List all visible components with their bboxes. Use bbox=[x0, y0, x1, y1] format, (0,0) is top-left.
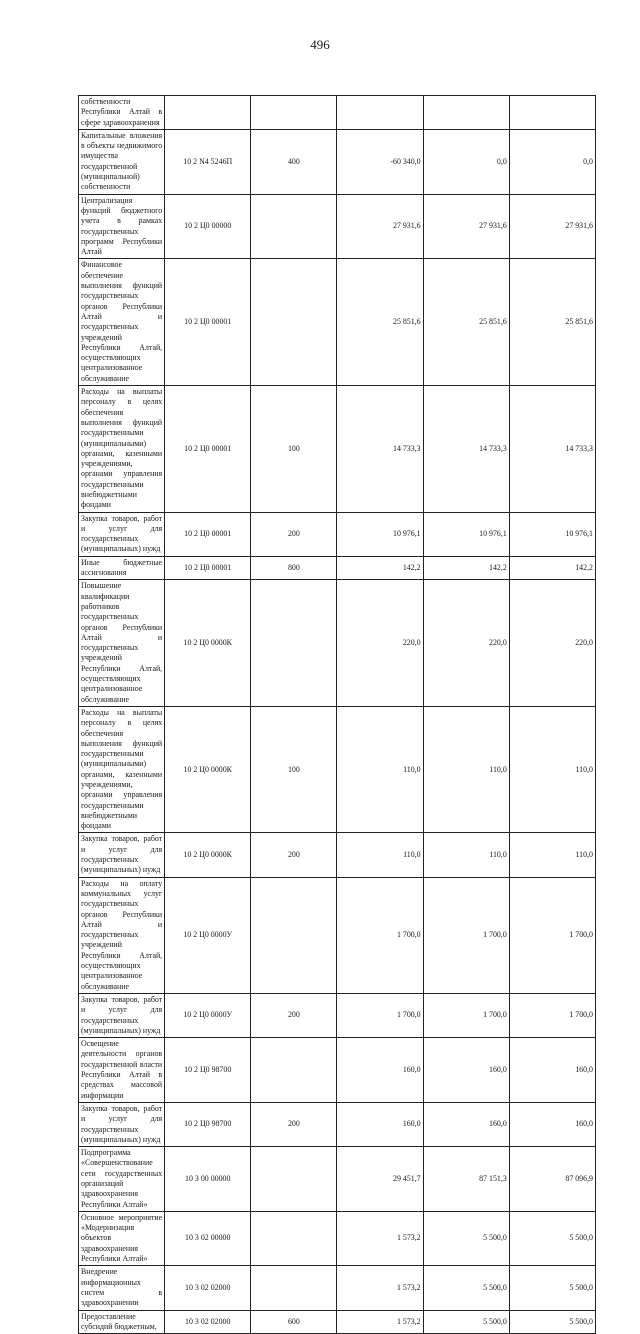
row-name: Расходы на оплату коммунальных услуг государственных органов Республики Алтай и государственных учреждений Республики Алтай, осуществляющих централизованное обслуживание bbox=[79, 877, 165, 993]
row-code: 10 2 Ц0 0000К bbox=[165, 833, 251, 877]
row-type bbox=[251, 1211, 337, 1265]
row-amount-year-1: 10 976,1 bbox=[337, 512, 423, 556]
table-row bbox=[79, 877, 596, 993]
table-row bbox=[79, 512, 596, 556]
row-amount-year-3: 27 931,6 bbox=[509, 194, 595, 259]
row-name: Закупка товаров, работ и услуг для государственных (муниципальных) нужд bbox=[79, 512, 165, 556]
table-row bbox=[79, 556, 596, 580]
row-amount-year-1: 142,2 bbox=[337, 556, 423, 580]
row-code: 10 2 Ц0 98700 bbox=[165, 1102, 251, 1146]
row-name: Расходы на выплаты персоналу в целях обеспечения выполнения функций государственными (муниципальными) органами, казенными учреждениями, органами управления государственными внебюджетными фондами bbox=[79, 386, 165, 513]
row-amount-year-1: 160,0 bbox=[337, 1102, 423, 1146]
table-row bbox=[79, 1147, 596, 1212]
row-amount-year-1: 160,0 bbox=[337, 1038, 423, 1103]
row-amount-year-2: 87 151,3 bbox=[423, 1147, 509, 1212]
table-row bbox=[79, 1102, 596, 1146]
table-row bbox=[79, 1211, 596, 1265]
row-code: 10 3 02 02000 bbox=[165, 1266, 251, 1310]
row-code: 10 2 Ц0 0000К bbox=[165, 580, 251, 707]
row-name: Расходы на выплаты персоналу в целях обеспечения выполнения функций государственными (муниципальными) органами, казенными учреждениями, органами управления государственными внебюджетными фондами bbox=[79, 706, 165, 833]
row-code: 10 2 Ц0 0000У bbox=[165, 993, 251, 1037]
row-amount-year-2: 5 500,0 bbox=[423, 1211, 509, 1265]
row-type bbox=[251, 580, 337, 707]
row-amount-year-1: 25 851,6 bbox=[337, 259, 423, 386]
row-amount-year-2: 27 931,6 bbox=[423, 194, 509, 259]
row-type: 200 bbox=[251, 833, 337, 877]
row-amount-year-1: 110,0 bbox=[337, 706, 423, 833]
row-amount-year-2 bbox=[423, 96, 509, 130]
row-amount-year-2: 0,0 bbox=[423, 129, 509, 194]
row-code bbox=[165, 96, 251, 130]
row-type: 600 bbox=[251, 1310, 337, 1334]
row-name: Основное мероприятие «Модернизация объектов здравоохранения Республики Алтай» bbox=[79, 1211, 165, 1265]
row-amount-year-3: 87 096,9 bbox=[509, 1147, 595, 1212]
row-amount-year-1: 1 700,0 bbox=[337, 877, 423, 993]
row-amount-year-1: 1 573,2 bbox=[337, 1266, 423, 1310]
row-name: Повышение квалификации работников государственных органов Республики Алтай и государственных учреждений Республики Алтай, осуществляющих централизованное обслуживание bbox=[79, 580, 165, 707]
row-code: 10 3 02 02000 bbox=[165, 1310, 251, 1334]
row-name: Подпрограмма «Совершенствование сети государственных организаций здравоохранения Республики Алтай» bbox=[79, 1147, 165, 1212]
row-amount-year-1: -60 340,0 bbox=[337, 129, 423, 194]
table-row bbox=[79, 833, 596, 877]
table-row bbox=[79, 993, 596, 1037]
table-row bbox=[79, 1310, 596, 1334]
row-amount-year-2: 110,0 bbox=[423, 706, 509, 833]
row-name: Внедрение информационных систем в здравоохранении bbox=[79, 1266, 165, 1310]
table-row bbox=[79, 706, 596, 833]
row-type: 200 bbox=[251, 512, 337, 556]
row-amount-year-3: 10 976,1 bbox=[509, 512, 595, 556]
budget-table-body bbox=[79, 96, 596, 1334]
row-name: Иные бюджетные ассигнования bbox=[79, 556, 165, 580]
row-amount-year-2: 142,2 bbox=[423, 556, 509, 580]
row-code: 10 2 Ц0 0000У bbox=[165, 877, 251, 993]
row-amount-year-1: 14 733,3 bbox=[337, 386, 423, 513]
row-amount-year-3: 5 500,0 bbox=[509, 1266, 595, 1310]
row-name: Централизация функций бюджетного учета в рамках государственных программ Республики Алтай bbox=[79, 194, 165, 259]
row-amount-year-2: 10 976,1 bbox=[423, 512, 509, 556]
row-amount-year-1: 1 573,2 bbox=[337, 1310, 423, 1334]
row-amount-year-3: 1 700,0 bbox=[509, 877, 595, 993]
row-amount-year-1: 220,0 bbox=[337, 580, 423, 707]
row-type: 400 bbox=[251, 129, 337, 194]
row-amount-year-2: 1 700,0 bbox=[423, 993, 509, 1037]
row-amount-year-3: 220,0 bbox=[509, 580, 595, 707]
row-name: собственности Республики Алтай в сфере здравоохранения bbox=[79, 96, 165, 130]
row-type bbox=[251, 1147, 337, 1212]
row-amount-year-1: 110,0 bbox=[337, 833, 423, 877]
row-code: 10 2 Ц0 0000К bbox=[165, 706, 251, 833]
row-amount-year-3: 110,0 bbox=[509, 833, 595, 877]
row-amount-year-1: 27 931,6 bbox=[337, 194, 423, 259]
table-row bbox=[79, 1038, 596, 1103]
row-amount-year-2: 14 733,3 bbox=[423, 386, 509, 513]
table-row bbox=[79, 96, 596, 130]
row-amount-year-3: 110,0 bbox=[509, 706, 595, 833]
row-code: 10 2 Ц0 00001 bbox=[165, 512, 251, 556]
row-code: 10 2 Ц0 98700 bbox=[165, 1038, 251, 1103]
row-name: Предоставление субсидий бюджетным, bbox=[79, 1310, 165, 1334]
row-type: 800 bbox=[251, 556, 337, 580]
row-type: 200 bbox=[251, 1102, 337, 1146]
row-type bbox=[251, 194, 337, 259]
row-amount-year-3: 160,0 bbox=[509, 1038, 595, 1103]
row-code: 10 2 Ц0 00001 bbox=[165, 386, 251, 513]
row-name: Закупка товаров, работ и услуг для государственных (муниципальных) нужд bbox=[79, 833, 165, 877]
row-name: Капитальные вложения в объекты недвижимого имущества государственной (муниципальной) собственности bbox=[79, 129, 165, 194]
row-name: Закупка товаров, работ и услуг для государственных (муниципальных) нужд bbox=[79, 1102, 165, 1146]
row-amount-year-2: 110,0 bbox=[423, 833, 509, 877]
row-type: 100 bbox=[251, 706, 337, 833]
row-code: 10 2 Ц0 00001 bbox=[165, 556, 251, 580]
row-code: 10 3 00 00000 bbox=[165, 1147, 251, 1212]
table-row bbox=[79, 386, 596, 513]
row-amount-year-2: 1 700,0 bbox=[423, 877, 509, 993]
row-type: 200 bbox=[251, 993, 337, 1037]
row-amount-year-1: 1 573,2 bbox=[337, 1211, 423, 1265]
row-code: 10 3 02 00000 bbox=[165, 1211, 251, 1265]
row-code: 10 2 Ц0 00000 bbox=[165, 194, 251, 259]
row-type bbox=[251, 1266, 337, 1310]
budget-table bbox=[78, 95, 596, 1334]
row-amount-year-3: 0,0 bbox=[509, 129, 595, 194]
row-code: 10 2 Ц0 00001 bbox=[165, 259, 251, 386]
row-amount-year-2: 160,0 bbox=[423, 1102, 509, 1146]
row-amount-year-3: 5 500,0 bbox=[509, 1211, 595, 1265]
row-type bbox=[251, 877, 337, 993]
table-row bbox=[79, 259, 596, 386]
row-name: Освещение деятельности органов государственной власти Республики Алтай в средствах массовой информации bbox=[79, 1038, 165, 1103]
row-code: 10 2 N4 5246П bbox=[165, 129, 251, 194]
row-amount-year-3 bbox=[509, 96, 595, 130]
row-amount-year-2: 25 851,6 bbox=[423, 259, 509, 386]
row-amount-year-2: 220,0 bbox=[423, 580, 509, 707]
row-name: Закупка товаров, работ и услуг для государственных (муниципальных) нужд bbox=[79, 993, 165, 1037]
table-row bbox=[79, 1266, 596, 1310]
row-amount-year-1 bbox=[337, 96, 423, 130]
row-amount-year-2: 5 500,0 bbox=[423, 1310, 509, 1334]
row-amount-year-3: 25 851,6 bbox=[509, 259, 595, 386]
row-amount-year-3: 142,2 bbox=[509, 556, 595, 580]
row-amount-year-1: 1 700,0 bbox=[337, 993, 423, 1037]
table-row bbox=[79, 194, 596, 259]
table-row bbox=[79, 129, 596, 194]
row-type bbox=[251, 1038, 337, 1103]
row-type bbox=[251, 259, 337, 386]
table-row bbox=[79, 580, 596, 707]
row-amount-year-2: 5 500,0 bbox=[423, 1266, 509, 1310]
row-amount-year-3: 160,0 bbox=[509, 1102, 595, 1146]
row-type bbox=[251, 96, 337, 130]
row-amount-year-1: 29 451,7 bbox=[337, 1147, 423, 1212]
page-number: 496 bbox=[310, 37, 330, 52]
row-amount-year-3: 1 700,0 bbox=[509, 993, 595, 1037]
row-amount-year-2: 160,0 bbox=[423, 1038, 509, 1103]
row-name: Финансовое обеспечение выполнения функций государственных органов Республики Алтай и государственных учреждений Республики Алтай, осуществляющих централизованное обслуживание bbox=[79, 259, 165, 386]
row-amount-year-3: 14 733,3 bbox=[509, 386, 595, 513]
row-type: 100 bbox=[251, 386, 337, 513]
row-amount-year-3: 5 500,0 bbox=[509, 1310, 595, 1334]
